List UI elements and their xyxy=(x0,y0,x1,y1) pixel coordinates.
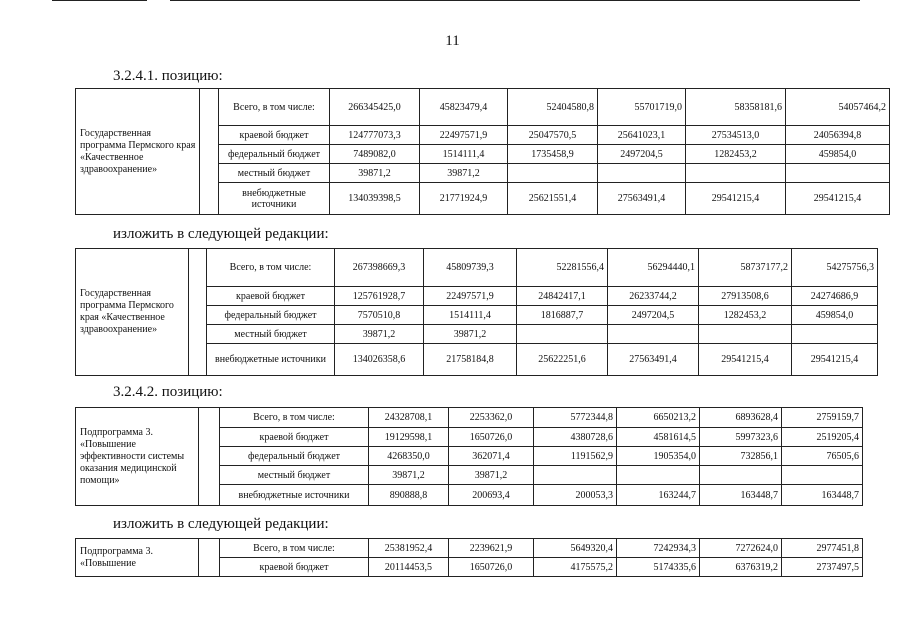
value-cell: 76505,6 xyxy=(782,447,863,466)
value-cell: 163244,7 xyxy=(617,485,700,506)
section-heading-1: 3.2.4.1. позицию: xyxy=(113,68,223,84)
value-cell: 21758184,8 xyxy=(424,344,517,376)
value-cell: 24274686,9 xyxy=(792,287,878,306)
value-cell: 21771924,9 xyxy=(420,183,508,215)
value-cell: 39871,2 xyxy=(330,164,420,183)
table-position-3-2-4-1-new xyxy=(75,248,878,376)
value-cell: 5772344,8 xyxy=(534,408,617,428)
row-label: внебюджетные источники xyxy=(207,344,335,376)
value-cell: 125761928,7 xyxy=(335,287,424,306)
value-cell: 1816887,7 xyxy=(517,306,608,325)
row-label: федеральный бюджет xyxy=(220,447,369,466)
section-heading-3: 3.2.4.2. позицию: xyxy=(113,384,223,400)
value-cell: 2497204,5 xyxy=(608,306,699,325)
value-cell: 732856,1 xyxy=(700,447,782,466)
value-cell xyxy=(782,466,863,485)
row-label: краевой бюджет xyxy=(219,126,330,145)
value-cell: 29541215,4 xyxy=(786,183,890,215)
value-cell xyxy=(534,466,617,485)
value-cell: 2519205,4 xyxy=(782,428,863,447)
section-heading-4: изложить в следующей редакции: xyxy=(113,516,329,532)
row-label: Всего, в том числе: xyxy=(220,539,369,558)
value-cell: 134026358,6 xyxy=(335,344,424,376)
value-cell: 19129598,1 xyxy=(369,428,449,447)
value-cell: 1282453,2 xyxy=(686,145,786,164)
value-cell: 1650726,0 xyxy=(449,428,534,447)
value-cell: 24328708,1 xyxy=(369,408,449,428)
value-cell: 124777073,3 xyxy=(330,126,420,145)
section-heading-2: изложить в следующей редакции: xyxy=(113,226,329,242)
value-cell: 29541215,4 xyxy=(686,183,786,215)
value-cell: 2497204,5 xyxy=(598,145,686,164)
spacer-cell xyxy=(189,249,207,376)
value-cell: 5649320,4 xyxy=(534,539,617,558)
value-cell: 2253362,0 xyxy=(449,408,534,428)
value-cell: 1735458,9 xyxy=(508,145,598,164)
value-cell: 4268350,0 xyxy=(369,447,449,466)
row-label: Всего, в том числе: xyxy=(219,89,330,126)
value-cell: 163448,7 xyxy=(782,485,863,506)
value-cell: 200693,4 xyxy=(449,485,534,506)
row-label: внебюджетные источники xyxy=(219,183,330,215)
value-cell: 25047570,5 xyxy=(508,126,598,145)
value-cell: 4175575,2 xyxy=(534,558,617,577)
value-cell: 1191562,9 xyxy=(534,447,617,466)
value-cell: 4380728,6 xyxy=(534,428,617,447)
spacer-cell xyxy=(199,408,220,506)
value-cell: 5174335,6 xyxy=(617,558,700,577)
value-cell: 200053,3 xyxy=(534,485,617,506)
value-cell: 20114453,5 xyxy=(369,558,449,577)
value-cell: 54275756,3 xyxy=(792,249,878,287)
value-cell: 1650726,0 xyxy=(449,558,534,577)
row-label: местный бюджет xyxy=(220,466,369,485)
value-cell: 7242934,3 xyxy=(617,539,700,558)
top-rule-right xyxy=(170,0,860,1)
value-cell: 29541215,4 xyxy=(699,344,792,376)
subprogram-name: Подпрограмма 3. «Повышение эффективности системы оказания медицинской помощи» xyxy=(76,408,199,506)
program-name: Государственная программа Пермского края «Качественное здравоохранение» xyxy=(76,89,200,215)
value-cell xyxy=(699,325,792,344)
value-cell xyxy=(700,466,782,485)
value-cell: 362071,4 xyxy=(449,447,534,466)
value-cell: 22497571,9 xyxy=(420,126,508,145)
value-cell: 58358181,6 xyxy=(686,89,786,126)
value-cell: 39871,2 xyxy=(420,164,508,183)
value-cell: 24056394,8 xyxy=(786,126,890,145)
value-cell: 56294440,1 xyxy=(608,249,699,287)
value-cell: 890888,8 xyxy=(369,485,449,506)
value-cell: 54057464,2 xyxy=(786,89,890,126)
value-cell xyxy=(508,164,598,183)
value-cell: 2737497,5 xyxy=(782,558,863,577)
program-name: Государственная программа Пермского края «Качественное здравоохранение» xyxy=(76,249,189,376)
value-cell: 22497571,9 xyxy=(424,287,517,306)
value-cell: 1905354,0 xyxy=(617,447,700,466)
value-cell: 25641023,1 xyxy=(598,126,686,145)
value-cell xyxy=(686,164,786,183)
value-cell: 25622251,6 xyxy=(517,344,608,376)
table-position-3-2-4-2 xyxy=(75,407,863,506)
value-cell: 26233744,2 xyxy=(608,287,699,306)
table-row xyxy=(76,249,878,287)
table-row xyxy=(76,408,863,428)
value-cell: 2759159,7 xyxy=(782,408,863,428)
value-cell: 163448,7 xyxy=(700,485,782,506)
value-cell: 1282453,2 xyxy=(699,306,792,325)
value-cell: 27563491,4 xyxy=(608,344,699,376)
row-label: местный бюджет xyxy=(219,164,330,183)
value-cell: 58737177,2 xyxy=(699,249,792,287)
value-cell xyxy=(517,325,608,344)
value-cell: 55701719,0 xyxy=(598,89,686,126)
value-cell: 52281556,4 xyxy=(517,249,608,287)
top-rule-left xyxy=(52,0,147,1)
row-label: Всего, в том числе: xyxy=(207,249,335,287)
value-cell: 27563491,4 xyxy=(598,183,686,215)
value-cell: 7489082,0 xyxy=(330,145,420,164)
value-cell: 5997323,6 xyxy=(700,428,782,447)
row-label: местный бюджет xyxy=(207,325,335,344)
value-cell: 266345425,0 xyxy=(330,89,420,126)
value-cell: 6376319,2 xyxy=(700,558,782,577)
table-position-3-2-4-2-new xyxy=(75,538,863,577)
value-cell: 27913508,6 xyxy=(699,287,792,306)
value-cell: 25381952,4 xyxy=(369,539,449,558)
value-cell: 45809739,3 xyxy=(424,249,517,287)
row-label: краевой бюджет xyxy=(207,287,335,306)
value-cell: 45823479,4 xyxy=(420,89,508,126)
value-cell: 6650213,2 xyxy=(617,408,700,428)
value-cell: 2239621,9 xyxy=(449,539,534,558)
value-cell: 39871,2 xyxy=(335,325,424,344)
value-cell: 27534513,0 xyxy=(686,126,786,145)
value-cell: 39871,2 xyxy=(424,325,517,344)
value-cell: 459854,0 xyxy=(786,145,890,164)
spacer-cell xyxy=(199,539,220,577)
row-label: краевой бюджет xyxy=(220,428,369,447)
value-cell: 1514111,4 xyxy=(424,306,517,325)
value-cell: 1514111,4 xyxy=(420,145,508,164)
value-cell xyxy=(792,325,878,344)
value-cell: 25621551,4 xyxy=(508,183,598,215)
value-cell xyxy=(786,164,890,183)
page-number: 11 xyxy=(445,33,460,49)
row-label: Всего, в том числе: xyxy=(220,408,369,428)
value-cell: 2977451,8 xyxy=(782,539,863,558)
value-cell xyxy=(617,466,700,485)
value-cell xyxy=(598,164,686,183)
row-label: краевой бюджет xyxy=(220,558,369,577)
value-cell: 24842417,1 xyxy=(517,287,608,306)
value-cell: 29541215,4 xyxy=(792,344,878,376)
value-cell: 459854,0 xyxy=(792,306,878,325)
value-cell: 134039398,5 xyxy=(330,183,420,215)
value-cell: 39871,2 xyxy=(369,466,449,485)
value-cell: 4581614,5 xyxy=(617,428,700,447)
row-label: федеральный бюджет xyxy=(207,306,335,325)
table-row xyxy=(76,539,863,558)
value-cell xyxy=(608,325,699,344)
row-label: федеральный бюджет xyxy=(219,145,330,164)
spacer-cell xyxy=(200,89,219,215)
subprogram-name: Подпрограмма 3. «Повышение xyxy=(76,539,199,577)
value-cell: 267398669,3 xyxy=(335,249,424,287)
row-label: внебюджетные источники xyxy=(220,485,369,506)
value-cell: 7272624,0 xyxy=(700,539,782,558)
value-cell: 52404580,8 xyxy=(508,89,598,126)
value-cell: 39871,2 xyxy=(449,466,534,485)
table-row xyxy=(76,89,890,126)
value-cell: 6893628,4 xyxy=(700,408,782,428)
value-cell: 7570510,8 xyxy=(335,306,424,325)
table-position-3-2-4-1 xyxy=(75,88,890,215)
